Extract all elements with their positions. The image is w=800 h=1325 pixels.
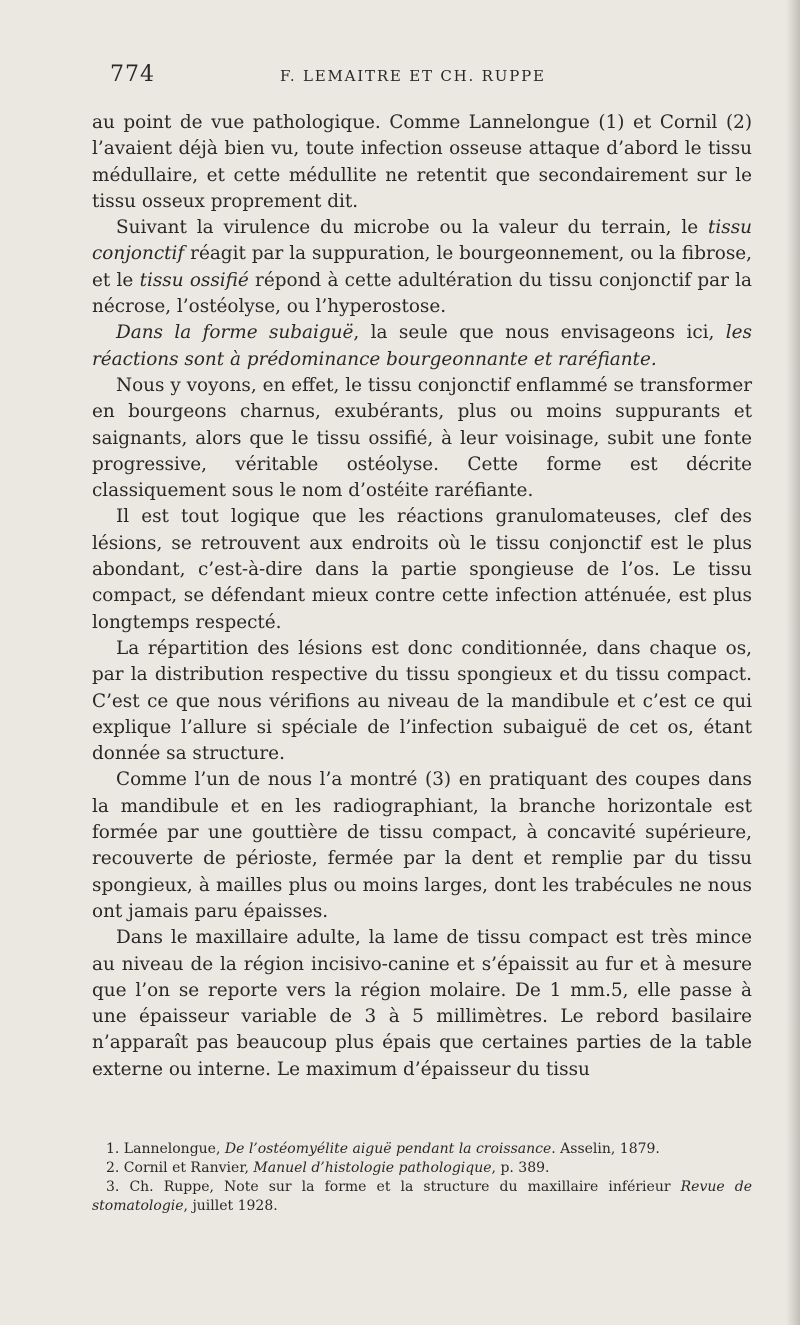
paragraph-8: Dans le maxillaire adulte, la lame de tissu compact est très mince au niveau de la région incisivo-canine et s’épaissit au fur et à mesure que l’on se reporte vers la région molaire. De 1 mm.5, elle passe à une épaisseur variable de 3 à 5 millimètres. Le rebord basilaire n’apparaît pas beaucoup plus épais que certaines parties de la table externe ou interne. Le maximum d’épaisseur du tissu bbox=[92, 927, 752, 1080]
footnote-1-title: De l’ostéomyélite aiguë pendant la croissance bbox=[224, 1141, 552, 1157]
paragraph-7: Comme l’un de nous l’a montré (3) en pratiquant des coupes dans la mandibule et en les radiographiant, la branche horizontale est formée par une gouttière de tissu compact, à concavité supérieure, recouverte de périoste, fermée par la dent et remplie par du tissu spongieux, à mailles plus ou moins larges, dont les trabécules ne nous ont jamais paru épaisses. bbox=[92, 769, 752, 922]
footnote-2-text-c: , p. 389. bbox=[491, 1160, 550, 1176]
footnote-3-journal: Revue de stomatologie bbox=[92, 1179, 752, 1214]
paragraph-2-text-a: Suivant la virulence du microbe ou la valeur du terrain, le bbox=[116, 217, 708, 239]
page-number: 774 bbox=[110, 62, 155, 87]
paragraph-3-text-b: , la seule que nous envisageons ici, bbox=[353, 322, 726, 344]
paragraph-4: Nous y voyons, en effet, le tissu conjonctif enflammé se transformer en bourgeons charnus, exubérants, plus ou moins suppurants et saignants, alors que le tissu ossifié, à leur voisinage, subit une fonte progressive, véritable ostéolyse. Cette forme est décrite classiquement sous le nom d’ostéite raréfiante. bbox=[92, 374, 752, 502]
footnote-3-text-c: , juillet 1928. bbox=[183, 1198, 278, 1214]
paragraph-2 bbox=[92, 215, 752, 320]
paragraph-3 bbox=[92, 320, 752, 373]
footnote-2-text-a: 2. Cornil et Ranvier, bbox=[106, 1160, 254, 1176]
paragraph-6: La répartition des lésions est donc conditionnée, dans chaque os, par la distribution respective du tissu spongieux et du tissu compact. C’est ce que nous vérifions au niveau de la mandibule et c’est ce qui explique l’allure si spéciale de l’infection subaiguë de cet os, étant donnée sa structure. bbox=[92, 637, 752, 765]
paragraph-3-italic-reactions: les réactions sont à prédominance bourgeonnante et raréfiante. bbox=[92, 322, 752, 370]
footnotes bbox=[92, 1140, 752, 1216]
paragraph-5: Il est tout logique que les réactions granulomateuses, clef des lésions, se retrouvent aux endroits où le tissu conjonctif est le plus abondant, c’est-à-dire dans la partie spongieuse de l’os. Le tissu compact, se défendant mieux contre cette infection atténuée, est plus longtemps respecté. bbox=[92, 506, 752, 633]
paragraph-3-italic-forme: Dans la forme subaiguë bbox=[116, 322, 354, 344]
footnote-1-text-a: 1. Lannelongue, bbox=[106, 1141, 225, 1157]
paragraph-2-italic-tissu-ossifie: tissu ossifié bbox=[139, 269, 249, 291]
page-edge-shadow bbox=[786, 0, 800, 1325]
paragraph-2-text-c: réagit par la suppuration, le bourgeonnement, ou la fibrose, et le bbox=[92, 243, 752, 291]
paragraph-2-text-e: répond à cette adultération du tissu conjonctif par la nécrose, l’ostéolyse, ou l’hyperostose. bbox=[92, 269, 752, 318]
footnote-2-title: Manuel d’histologie pathologique bbox=[253, 1160, 492, 1176]
paragraph-2-italic-tissu-conjonctif: tissu conjonctif bbox=[92, 217, 752, 265]
running-head: F. LEMAITRE ET CH. RUPPE bbox=[280, 67, 546, 85]
footnote-2 bbox=[92, 1159, 752, 1178]
paragraph-1: au point de vue pathologique. Comme Lannelongue (1) et Cornil (2) l’avaient déjà bien vu, toute infection osseuse attaque d’abord le tissu médullaire, et cette médullite ne retentit que secondairement sur le tissu osseux proprement dit. bbox=[92, 112, 752, 212]
footnote-3-text-a: 3. Ch. Ruppe, Note sur la forme et la structure du maxillaire inférieur bbox=[106, 1179, 681, 1195]
page-header bbox=[110, 62, 750, 92]
footnote-3 bbox=[92, 1178, 752, 1216]
footnote-1 bbox=[92, 1140, 752, 1159]
body-text bbox=[92, 110, 752, 1083]
footnote-1-text-c: . Asselin, 1879. bbox=[551, 1141, 660, 1157]
